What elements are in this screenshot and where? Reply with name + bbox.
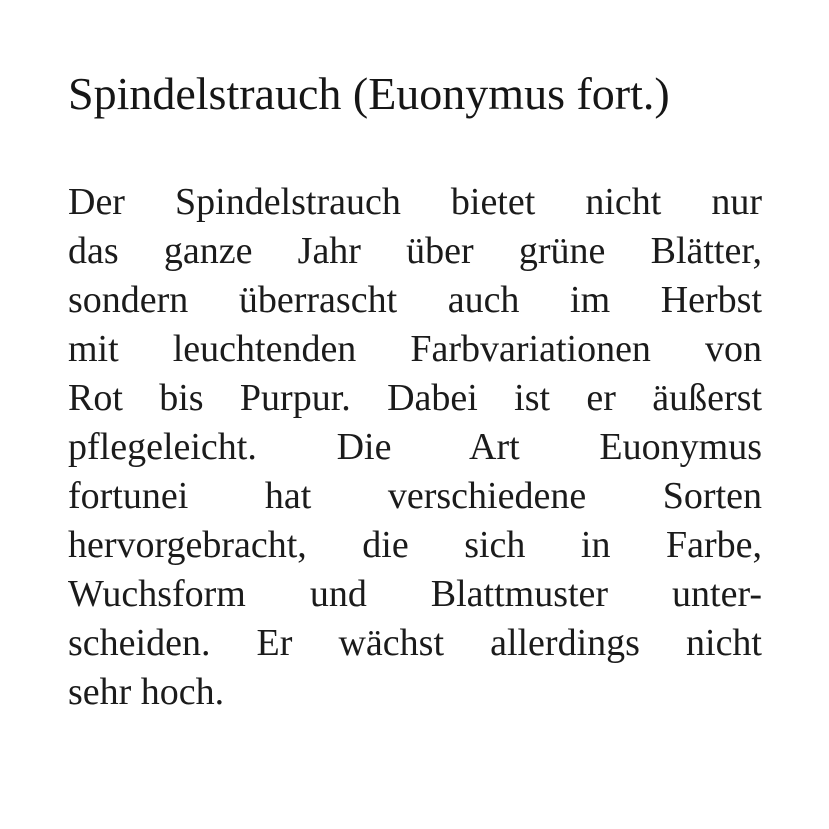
- paragraph-line: fortunei hat verschiedene Sorten: [68, 475, 762, 517]
- paragraph-line: mit leuchtenden Farbvariationen von: [68, 328, 762, 370]
- paragraph-line: scheiden. Er wächst allerdings nicht: [68, 622, 762, 664]
- paragraph-line: Wuchsform und Blattmuster unter-: [68, 573, 762, 615]
- paragraph-line: pflegeleicht. Die Art Euonymus: [68, 426, 762, 468]
- paragraph-line: das ganze Jahr über grüne Blätter,: [68, 230, 762, 272]
- paragraph-line: sondern überrascht auch im Herbst: [68, 279, 762, 321]
- paragraph: [68, 178, 762, 717]
- paragraph-line: hervorgebracht, die sich in Farbe,: [68, 524, 762, 566]
- page-title: Spindelstrauch (Euonymus fort.): [68, 68, 670, 119]
- paragraph-line: sehr hoch.: [68, 671, 225, 713]
- paragraph-line: Rot bis Purpur. Dabei ist er äußerst: [68, 377, 762, 419]
- document-content: [68, 66, 762, 717]
- paragraph-line: Der Spindelstrauch bietet nicht nur: [68, 181, 762, 223]
